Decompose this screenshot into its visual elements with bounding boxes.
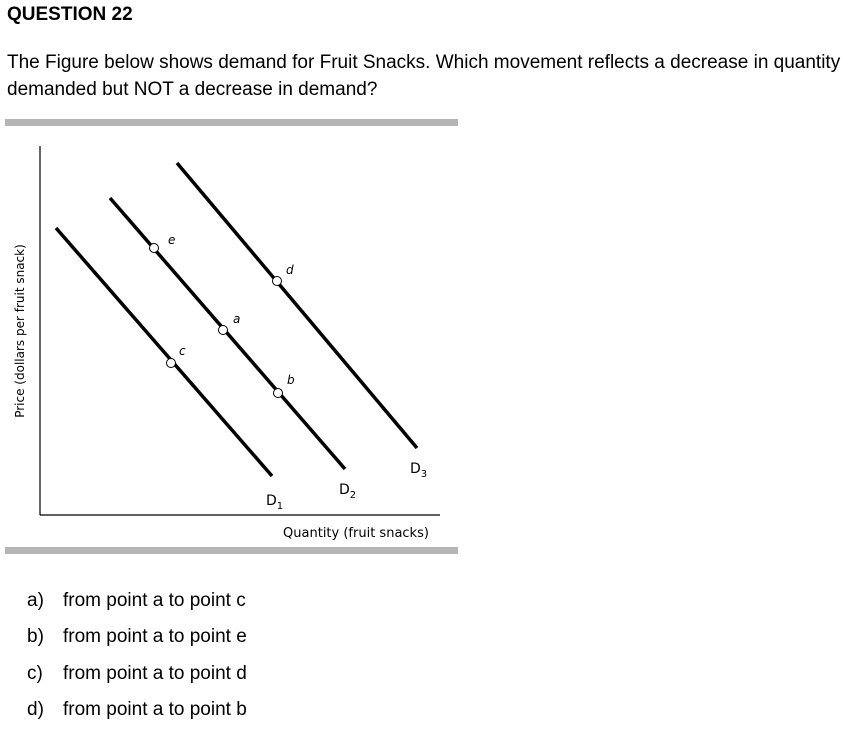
point-d-marker (273, 277, 282, 286)
option-letter: b) (27, 626, 44, 647)
demand-figure (0, 126, 460, 547)
option-text: from point a to point e (63, 626, 247, 647)
question-text: The Figure below shows demand for Fruit Snacks. Which movement reflects a decrease in quantity demanded but NOT a decrease in demand? (7, 52, 841, 100)
figure-bottom-divider (5, 547, 458, 554)
point-a-marker (219, 326, 228, 335)
curve-label-d3: $D_3$ (410, 461, 428, 480)
point-c-marker (167, 359, 176, 368)
question-heading: QUESTION 22 (7, 4, 133, 25)
curve-label-d1: $D_1$ (266, 493, 284, 512)
point-d-label: d (286, 263, 294, 277)
y-axis-label: Price (dollars per fruit snack) (13, 244, 27, 418)
point-e-marker (150, 244, 159, 253)
curve-label-d2: $D_2$ (339, 482, 357, 501)
point-b-marker (274, 389, 283, 398)
figure-top-divider (5, 119, 458, 126)
option-text: from point a to point b (63, 699, 247, 720)
demand-curve-d1 (56, 228, 272, 476)
demand-curve-d2 (110, 198, 345, 469)
option-letter: c) (27, 663, 43, 684)
option-letter: a) (27, 590, 44, 611)
demand-curve-d3 (177, 163, 417, 448)
point-a-label: a (233, 312, 241, 326)
option-text: from point a to point d (63, 663, 247, 684)
option-text: from point a to point c (63, 590, 246, 611)
option-letter: d) (27, 699, 44, 720)
x-axis-label: Quantity (fruit snacks) (283, 526, 429, 541)
point-b-label: b (287, 373, 295, 387)
point-e-label: e (168, 233, 176, 247)
point-c-label: c (179, 344, 186, 358)
